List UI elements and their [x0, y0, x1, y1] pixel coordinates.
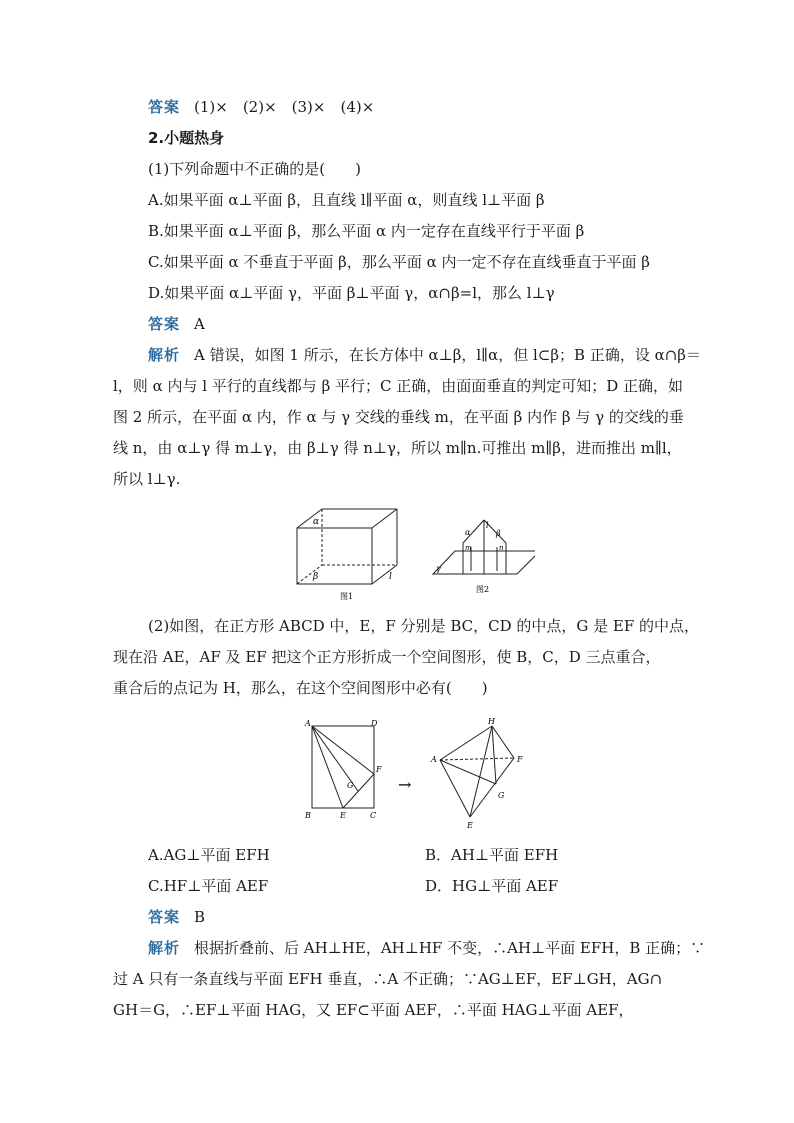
fig2-gamma-label: γ — [436, 564, 441, 573]
answer-label: 答案 — [148, 908, 181, 926]
fold-arrow: → — [398, 775, 412, 794]
q1-option-c: C.如果平面 α 不垂直于平面 β，那么平面 α 内一定不存在直线垂直于平面 β — [148, 253, 650, 271]
q1-stem: (1)下列命题中不正确的是( ) — [148, 160, 361, 178]
q2-analysis-line-3: GH＝G，∴EF⊥平面 HAG，又 EF⊂平面 AEF，∴平面 HAG⊥平面 AEF， — [113, 1001, 634, 1019]
q1-option-b: B.如果平面 α⊥平面 β，那么平面 α 内一定存在直线平行于平面 β — [148, 222, 585, 240]
fig1-beta-label: β — [313, 572, 319, 582]
q2-stem-line-1: (2)如图，在正方形 ABCD 中，E，F 分别是 BC，CD 的中点，G 是 EF 的中点， — [148, 617, 700, 635]
figure-2-planes — [433, 520, 535, 574]
answer-text: (1)× (2)× (3)× (4)× — [194, 98, 375, 116]
fig2-m-label: m — [465, 544, 472, 552]
answer-text: B — [194, 908, 206, 926]
label-A: A — [305, 719, 311, 728]
q2-stem-line-2: 现在沿 AE，AF 及 EF 把这个正方形折成一个空间图形，使 B，C，D 三点重合， — [113, 648, 661, 666]
label-E: E — [340, 811, 346, 820]
fig1-alpha-label: α — [313, 517, 320, 527]
q2-analysis-line-2: 过 A 只有一条直线与平面 EFH 垂直，∴A 不正确；∵AG⊥EF，EF⊥GH，AG∩ — [113, 970, 663, 988]
q2-answer-line — [148, 907, 205, 927]
figure-1-cuboid — [297, 509, 397, 584]
fig1-caption: 图1 — [340, 592, 354, 601]
q1-answer-line — [148, 314, 205, 334]
q2-stem-line-3: 重合后的点记为 H，那么，在这个空间图形中必有( ) — [113, 679, 488, 697]
label-H: H — [488, 717, 495, 726]
tetrahedron — [440, 726, 514, 817]
label-E2: E — [467, 821, 473, 830]
label-B: B — [305, 811, 311, 820]
q1-figures — [285, 505, 535, 605]
answer-label: 答案 — [148, 98, 181, 116]
answer-line-1 — [148, 97, 374, 117]
q1-analysis-line-4: 线 n，由 α⊥γ 得 m⊥γ，由 β⊥γ 得 n⊥γ，所以 m∥n.可推出 m∥β，进而推出 m∥l， — [113, 439, 682, 457]
q2-analysis-line-1: 解析 根据折叠前、后 AH⊥HE，AH⊥HF 不变，∴AH⊥平面 EFH，B 正确；∵ — [148, 939, 706, 957]
q2-option-b: B．AH⊥平面 EFH — [425, 846, 559, 864]
answer-text: A — [194, 315, 205, 333]
fig2-beta-label: β — [496, 529, 501, 538]
q1-analysis-line-1: 解析 A 错误，如图 1 所示，在长方体中 α⊥β，l∥α，但 l⊂β；B 正确，设 α∩β＝ — [148, 346, 701, 364]
fig1-l-label: l — [389, 572, 392, 582]
q1-analysis-line-3: 图 2 所示，在平面 α 内，作 α 与 γ 交线的垂线 m，在平面 β 内作 β 与 γ 的交线的垂 — [113, 408, 684, 426]
label-D: D — [371, 719, 378, 728]
section-heading: 2.小题热身 — [148, 129, 225, 147]
label-G: G — [347, 781, 354, 790]
answer-label: 答案 — [148, 315, 181, 333]
fig2-l-label: l — [486, 521, 489, 530]
fig2-n-label: n — [499, 544, 504, 552]
q2-option-c: C.HF⊥平面 AEF — [148, 877, 269, 895]
label-A2: A — [431, 755, 437, 764]
q1-option-d: D.如果平面 α⊥平面 γ，平面 β⊥平面 γ，α∩β=l，那么 l⊥γ — [148, 284, 555, 302]
q2-option-a: A.AG⊥平面 EFH — [148, 846, 270, 864]
q2-option-d: D．HG⊥平面 AEF — [425, 877, 559, 895]
label-F2: F — [517, 755, 523, 764]
q1-analysis-line-2: l，则 α 内与 l 平行的直线都与 β 平行；C 正确，由面面垂直的判定可知；D 正确，如 — [113, 377, 684, 395]
fig2-alpha-label: α — [465, 528, 471, 537]
square-abcd — [312, 726, 374, 808]
label-C: C — [370, 811, 377, 820]
q2-figure — [300, 712, 540, 834]
q1-analysis-line-5: 所以 l⊥γ. — [113, 470, 181, 488]
label-G2: G — [498, 791, 505, 800]
label-F: F — [376, 765, 382, 774]
analysis-label: 解析 — [148, 939, 181, 957]
fig2-caption: 图2 — [476, 585, 490, 594]
analysis-label: 解析 — [148, 346, 181, 364]
q1-option-a: A.如果平面 α⊥平面 β，且直线 l∥平面 α，则直线 l⊥平面 β — [148, 191, 545, 209]
